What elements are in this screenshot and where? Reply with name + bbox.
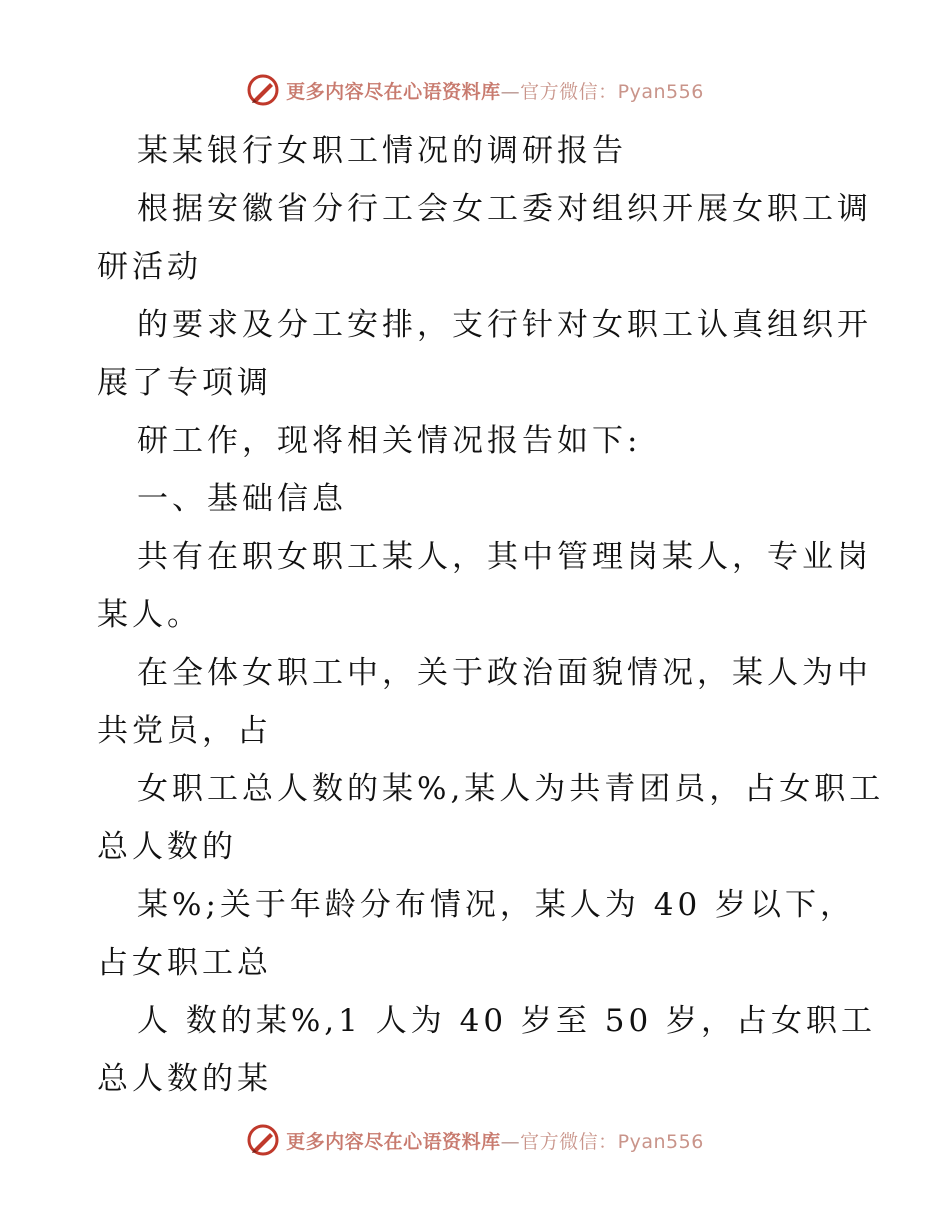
paragraph-line: 某%;关于年龄分布情况，某人为 40 岁以下， [137,887,856,923]
paragraph-line: 的要求及分工安排，支行针对女职工认真组织开 [137,307,872,343]
paragraph-line: 总人数的某 [97,1061,272,1097]
paragraph-line: 某人。 [97,597,202,633]
paragraph-line: 研工作，现将相关情况报告如下: [137,423,642,459]
paragraph-line: 总人数的 [97,829,237,865]
paragraph-line: 研活动 [97,249,202,285]
paragraph-line: 共党员，占 [97,713,272,749]
paragraph-line: 在全体女职工中，关于政治面貌情况，某人为中 [137,655,872,691]
document-body [97,122,885,1108]
paragraph-line: 根据安徽省分行工会女工委对组织开展女职工调 [137,191,872,227]
watermark-text: 更多内容尽在心语资料库—官方微信：Pyan556 [286,80,704,103]
section-heading: 一、基础信息 [137,481,347,517]
pen-logo-icon [246,1123,280,1157]
pen-logo-icon [246,73,280,107]
paragraph-line: 女职工总人数的某%,某人为共青团员，占女职工 [137,771,885,807]
paragraph-line: 展了专项调 [97,365,272,401]
header-watermark [0,72,950,108]
paragraph-line: 共有在职女职工某人，其中管理岗某人，专业岗 [137,539,872,575]
paragraph-line: 占女职工总 [97,945,272,981]
footer-watermark [0,1122,950,1158]
paragraph-line: 人 数的某%,1 人为 40 岁至 50 岁，占女职工 [137,1003,877,1039]
document-title: 某某银行女职工情况的调研报告 [137,133,627,169]
watermark-text: 更多内容尽在心语资料库—官方微信：Pyan556 [286,1130,704,1153]
